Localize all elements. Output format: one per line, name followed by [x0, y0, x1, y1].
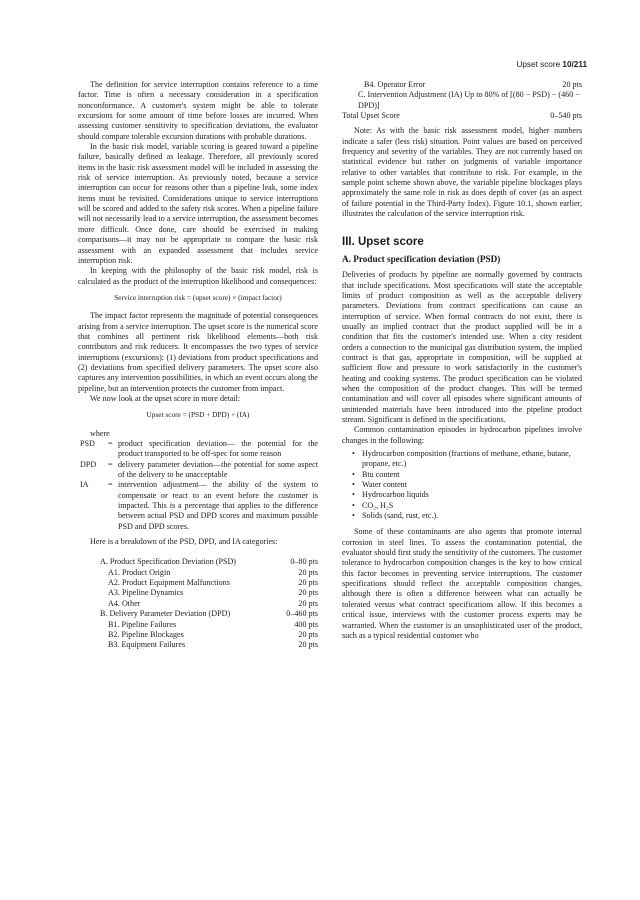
definition-equals: = — [108, 459, 113, 469]
paragraph: The definition for service interruption contains reference to a time factor. Time is often a necessary consideration in a specification nonconformance. A customer's system might be able to tolerate excursions for some amount of time before losses are incurred. When assessing customer sensitivity to specification deviations, the evaluator should compare tolerable excursion durations with probable durations. — [78, 80, 318, 141]
running-header — [516, 60, 587, 70]
paragraph: In keeping with the philosophy of the basic risk model, risk is calculated as the product of the interruption likelihood and consequences: — [78, 266, 318, 286]
list-item — [352, 490, 582, 500]
definition-equals: = — [108, 480, 113, 490]
breakdown-points: 20 pts — [298, 578, 318, 588]
definition-equals: = — [108, 439, 113, 448]
list-item — [352, 470, 582, 480]
breakdown-label: A. Product Specification Deviation (PSD) — [100, 557, 236, 567]
breakdown-row — [342, 80, 582, 90]
definition-term: DPD — [80, 459, 97, 469]
breakdown-points: 20 pts — [298, 588, 318, 598]
breakdown-row — [78, 640, 318, 650]
breakdown-label: B4. Operator Error — [364, 80, 426, 89]
breakdown-row — [78, 599, 318, 609]
paragraph: Deliveries of products by pipeline are normally governed by contracts that include specifications. Most specifications will state the acceptable limits of product composition as well as the acceptable delivery parameters. Deviations from contract specifications can cause an interruption of service. When formal contracts do not exist, there is usually an implied contract that the product supplied will be in a condition that fits the customer's intended use. When a city resident orders a connection to the municipal gas distribution system, the implied contract is that gas, appropriate in composition, will be supplied at sufficient flow and pressure to work satisfactorily in the customer's heating and cooking systems. The product specification can be violated when the composition of the product changes. This will be termed contamination and will cover all episodes where significant amounts of unintended materials have been introduced into the pipeline product stream. Significant is defined in the specifications. — [342, 270, 582, 424]
list-item — [352, 480, 582, 490]
breakdown-row — [78, 557, 318, 567]
definition-text: intervention adjustment— the ability of the system to compensate or react to an event before the customer is impacted. This is a percentage that applies to the difference between actual PSD and DPD scores and maximum possible PSD and DPD scores. — [118, 480, 318, 531]
breakdown-points: 0–80 pts — [290, 557, 318, 567]
list-item-text: Hydrocarbon composition (fractions of methane, ethane, butane, propane, etc.) — [362, 449, 571, 469]
definition-term: PSD — [80, 439, 95, 448]
paragraph: We now look at the upset score in more detail: — [90, 393, 241, 403]
list-item-text: Solids (sand, rust, etc.). — [362, 511, 439, 521]
total-row — [342, 111, 582, 121]
breakdown-row — [78, 578, 318, 588]
breakdown-row — [78, 609, 318, 619]
definition-row — [78, 439, 318, 460]
paragraph: Here is a breakdown of the PSD, DPD, and IA categories: — [90, 537, 278, 547]
breakdown-label: B3. Equipment Failures — [108, 640, 186, 650]
breakdown-points: 20 pts — [298, 567, 318, 577]
bullet-icon: • — [352, 469, 355, 479]
breakdown-label: A4. Other — [108, 598, 141, 608]
definition-text: delivery parameter deviation—the potential for some aspect of the delivery to be unacceptable — [118, 459, 318, 480]
breakdown-points: 20 pts — [298, 629, 318, 639]
breakdown-row — [78, 620, 318, 630]
breakdown-label: A3. Pipeline Dynamics — [108, 588, 184, 598]
formula-upset-score: Upset score = (PSD + DPD) + (IA) — [146, 410, 250, 420]
breakdown-points: 400 pts — [294, 619, 318, 629]
list-item-text: Btu content — [362, 469, 400, 479]
breakdown-label: B1. Pipeline Failures — [108, 619, 177, 629]
paragraph: Some of these contaminants are also agents that promote internal corrosion in steel lines. To assess the contamination potential, the evaluator should first study the sensitivity of the customers. The customer tolerance to hydrocarbon composition changes is the key to how critical this factor becomes in preventing service interruptions. The customer specifications should reflect the acceptable composition changes, although there is often a difference between what can actually be tolerated versus what contract specifications allow. If this becomes a critical issue, interviews with the customer process experts may be warranted. When the customer is an unsophisticated user of the product, such as a typical residential customer who — [342, 527, 582, 640]
breakdown-row — [78, 630, 318, 640]
section-heading: III. Upset score — [342, 236, 424, 249]
breakdown-label: A2. Product Equipment Malfunctions — [108, 578, 230, 588]
total-points: 0–540 pts — [550, 111, 582, 121]
subsection-heading: A. Product specification deviation (PSD) — [342, 253, 501, 264]
breakdown-points: 0–460 pts — [286, 609, 318, 619]
formula-service-interruption-risk: Service interruption risk = (upset score) × (impact factor) — [114, 292, 282, 302]
contaminant-list — [342, 449, 582, 521]
page-number: 10/211 — [562, 60, 587, 69]
definition-row — [78, 480, 318, 532]
breakdown-points: 20 pts — [562, 80, 582, 89]
bullet-icon: • — [352, 480, 355, 490]
breakdown-label: A1. Product Origin — [108, 567, 171, 577]
right-column — [342, 80, 582, 641]
list-item — [352, 449, 582, 470]
left-column — [78, 80, 318, 651]
intervention-adjustment-row: C. Intervention Adjustment (IA) Up to 80% of [(80 − PSD) − (460 − DPD)] — [358, 90, 580, 110]
definition-text: product specification deviation— the potential for the product transported to be off-spec for some reason — [118, 439, 318, 459]
paragraph: In the basic risk model, variable scoring is geared toward a pipeline failure, basically defined as leakage. Therefore, all previously scored items in the basic risk assessment model will be included in assessing the risk of service interruption. As previously noted, because a service interruption can occur for reasons other than a pipeline leak, some index items must be revisited. Considerations unique to service interruptions will be scored and added to the safety risk scores. When a pipeline failure will not necessarily lead to a service interruption, the assessment becomes more difficult. Once done, care should be exercised in making comparisons—it may not be appropriate to compare the basic risk assessment with an expanded assessment that includes service interruption risk. — [78, 142, 318, 265]
definition-list — [78, 439, 318, 532]
list-item-text: CO₂, H₂S — [362, 500, 394, 510]
breakdown-label: B. Delivery Parameter Deviation (DPD) — [100, 609, 231, 619]
paragraph: The impact factor represents the magnitude of potential consequences arising from a service interruption. The upset score is the numerical score that combines all pertinent risk likelihood elements—both risk contributors and risk reducers. It encompasses the two types of service interruptions (excursions): (1) deviations from product specifications and (2) deviations from specified delivery parameters. The upset score also captures any intervention possibilities, in which an event occurs along the pipeline, but an intervention protects the customer from impact. — [78, 311, 318, 393]
header-title: Upset score — [516, 60, 561, 69]
bullet-icon: • — [352, 449, 355, 458]
paragraph: Common contamination episodes in hydrocarbon pipelines involve changes in the following: — [342, 425, 582, 445]
bullet-icon: • — [352, 511, 355, 521]
list-item — [352, 511, 582, 521]
category-breakdown — [78, 557, 318, 650]
definition-row — [78, 460, 318, 481]
list-item-text: Water content — [362, 480, 407, 490]
bullet-icon: • — [352, 490, 355, 500]
breakdown-row — [78, 568, 318, 578]
breakdown-row — [78, 588, 318, 598]
breakdown-points: 20 pts — [298, 598, 318, 608]
bullet-icon: • — [352, 500, 355, 510]
total-label: Total Upset Score — [342, 111, 400, 121]
where-label: where — [90, 428, 110, 438]
list-item — [352, 501, 582, 511]
list-item-text: Hydrocarbon liquids — [362, 490, 429, 500]
breakdown-points: 20 pts — [298, 640, 318, 650]
definition-term: IA — [80, 480, 89, 490]
note-paragraph: Note: As with the basic risk assessment model, higher numbers indicate a safer (less risk) situation. Point values are based on perceived frequency and severity of the variables. They are not currently based on statistical evidence but rather on judgments of variable importance relative to other variables that contribute to risk. For example, in the sample point scheme shown above, the variable pipeline blockages plays approximately the same role in risk as does depth of cover (as an aspect of failure potential in the Third-Party Index). Figure 10.1, shown earlier, illustrates the calculation of the service interruption risk. — [342, 126, 582, 219]
breakdown-label: B2. Pipeline Blockages — [108, 629, 184, 639]
